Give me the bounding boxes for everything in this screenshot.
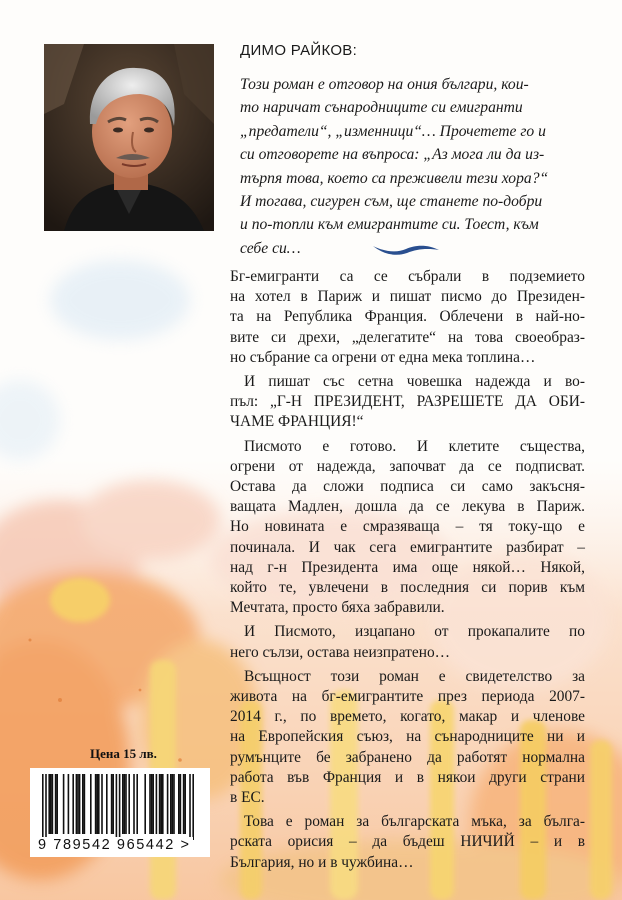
barcode-bar bbox=[189, 774, 191, 840]
barcode-bar bbox=[159, 774, 161, 834]
barcode-bar bbox=[133, 774, 135, 834]
barcode-bar bbox=[184, 774, 186, 834]
barcode-bar bbox=[192, 774, 194, 840]
barcode-bar bbox=[63, 774, 65, 834]
text-line: Писмото е готово. И клетите същества, bbox=[244, 437, 585, 455]
text-line: на Европейския съюз, на сънародниците ни и bbox=[230, 728, 585, 746]
barcode-bar bbox=[90, 774, 92, 834]
barcode-bar bbox=[160, 774, 162, 834]
text-line: Мечтата, просто бяха забравили. bbox=[230, 599, 445, 617]
text-line: който те, увлечени в последния си порив към bbox=[230, 579, 585, 597]
barcode-bar bbox=[124, 774, 126, 834]
barcode-bar bbox=[52, 774, 54, 834]
barcode-bar bbox=[56, 774, 58, 834]
text-line: И пишат със сетна човешка надежда и во- bbox=[244, 373, 585, 391]
text-line: ЧАМЕ ФРАНЦИЯ!“ bbox=[230, 413, 364, 431]
text-line: Но новината е смразяваща – тя току-що е bbox=[230, 518, 585, 536]
barcode-bar bbox=[95, 774, 97, 834]
barcode-bar bbox=[144, 774, 146, 834]
text-line: И Писмото, изцапано от прокапалите по bbox=[244, 623, 585, 641]
barcode-bar bbox=[112, 774, 114, 834]
paragraph bbox=[230, 812, 585, 873]
barcode-bar bbox=[79, 774, 81, 834]
paragraph bbox=[230, 437, 585, 619]
barcode-bar bbox=[152, 774, 154, 834]
quote-line: си отговорете на въпроса: „Аз мога ли да из- bbox=[240, 146, 545, 164]
barcode-bar bbox=[55, 774, 57, 834]
author-name: ДИМО РАЙКОВ: bbox=[240, 42, 358, 59]
barcode-bar bbox=[167, 774, 169, 834]
barcode-bar bbox=[162, 774, 164, 834]
barcode-bar bbox=[84, 774, 86, 834]
quote-line: търпя това, което са преживели тези хора?“ bbox=[240, 169, 549, 187]
text-line: пъл: „Г-Н ПРЕЗИДЕНТ, РАЗРЕШЕТЕ ДА ОБИ- bbox=[230, 393, 585, 411]
isbn-number: 9 789542 965442 > bbox=[38, 837, 191, 853]
barcode-bar bbox=[42, 774, 44, 840]
barcode-bar bbox=[180, 774, 182, 834]
barcode-bar bbox=[125, 774, 127, 834]
barcode-bar bbox=[45, 774, 47, 840]
paragraph bbox=[230, 267, 585, 368]
text-line: румънците бе забранено да работят нормална bbox=[230, 748, 585, 766]
barcode-bar bbox=[122, 774, 124, 834]
text-line: Бг-емигранти са се събрали в подземието bbox=[230, 268, 585, 285]
barcode-bars bbox=[30, 768, 210, 840]
text-line: починала. И чак сега емигрантите разбират – bbox=[230, 538, 585, 556]
barcode-bar bbox=[172, 774, 174, 834]
price-label: Цена 15 лв. bbox=[90, 746, 157, 761]
text-line: живота на бг-емигрантите през периода 2007- bbox=[230, 688, 585, 706]
barcode-bar bbox=[72, 774, 74, 834]
text-line: Това е роман за българската мъка, за бълга- bbox=[244, 813, 585, 831]
barcode-bar bbox=[119, 774, 121, 840]
barcode-bar bbox=[50, 774, 52, 834]
text-line: на хотел в Париж и пишат писмо до Президен- bbox=[230, 288, 585, 306]
barcode-bar bbox=[170, 774, 172, 834]
barcode-bar bbox=[156, 774, 158, 834]
barcode-bar bbox=[98, 774, 100, 834]
barcode-bar bbox=[178, 774, 180, 834]
quote-line: то наричат сънародниците си емигранти bbox=[240, 99, 523, 117]
author-photo bbox=[44, 44, 214, 231]
text-line: България, но и в чужбина… bbox=[230, 853, 414, 871]
text-line: 2014 г., по времето, когато, макар и членове bbox=[230, 708, 585, 726]
text-line: вите си дрехи, „делегатите“ на това своеобраз- bbox=[230, 328, 585, 346]
text-line: над г-н Президента има още някой… Някой, bbox=[230, 558, 585, 576]
quote-line: „предатели“, „изменници“… Прочетете го и bbox=[240, 122, 546, 140]
quote-line: и по-топли към емигрантите си. Тоест, към bbox=[240, 216, 539, 234]
barcode-bar bbox=[136, 774, 138, 834]
book-description bbox=[230, 267, 585, 877]
paragraph bbox=[230, 372, 585, 433]
quote-line: И тогава, сигурен съм, ще станете по-добри bbox=[240, 193, 543, 211]
text-line: ващата Мадлен, дошла да се лекува в Париж. bbox=[230, 498, 585, 516]
quote-line: Този роман е отговор на ония българи, кои- bbox=[240, 76, 529, 93]
paragraph bbox=[230, 622, 585, 662]
barcode-bar bbox=[76, 774, 78, 834]
barcode-bar bbox=[151, 774, 153, 834]
barcode-bar bbox=[77, 774, 79, 834]
text-line: работа във Франция и в някои други страни bbox=[230, 768, 585, 786]
paragraph bbox=[230, 667, 585, 808]
text-line: рската орисия – да бъдеш НИЧИЙ – и в bbox=[230, 833, 585, 851]
quote-line: себе си… bbox=[240, 239, 301, 257]
text-line: в ЕС. bbox=[230, 789, 265, 807]
barcode-bar bbox=[128, 774, 130, 834]
barcode-bar bbox=[96, 774, 98, 834]
barcode-bar bbox=[183, 774, 185, 834]
text-line: но събрание са огрени от една мека топлина… bbox=[230, 348, 536, 366]
barcode-bar bbox=[173, 774, 175, 834]
barcode-bar bbox=[68, 774, 70, 834]
ornament-divider bbox=[371, 240, 441, 256]
text-line: Всъщност този роман е свидетелство за bbox=[244, 667, 585, 685]
text-line: огрени от надежда, започват да се подписват. bbox=[230, 457, 585, 475]
barcode-bar bbox=[106, 774, 108, 834]
barcode-bar bbox=[48, 774, 50, 834]
text-line: Остава да сложи подписа си само закъсня- bbox=[230, 478, 585, 496]
author-quote bbox=[240, 73, 585, 260]
text-line: него сълзи, остава неизпратено… bbox=[230, 643, 451, 661]
barcode-bar bbox=[116, 774, 118, 840]
barcode-bar bbox=[149, 774, 151, 834]
barcode-bar bbox=[101, 774, 103, 834]
text-line: та на Република Франция. Облечени в най-но- bbox=[230, 308, 585, 326]
barcode-bar bbox=[111, 774, 113, 834]
barcode-bar bbox=[82, 774, 84, 834]
